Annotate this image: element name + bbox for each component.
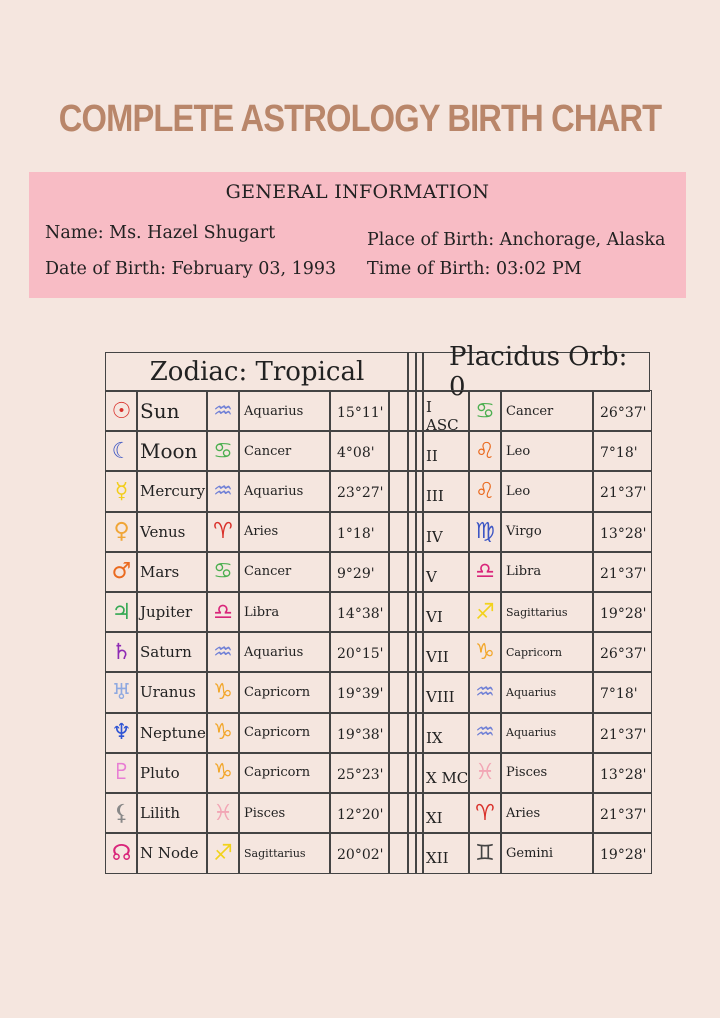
place-of-birth-field: Place of Birth: Anchorage, Alaska [367, 230, 666, 250]
planet-name: Sun [140, 399, 180, 424]
house-number-cell [422, 631, 470, 673]
planet-glyph-icon [105, 551, 138, 593]
planet-name: Lilith [140, 804, 181, 823]
planet-name-cell [136, 832, 208, 874]
planet-name: Uranus [140, 683, 196, 702]
sign-name: Aries [506, 805, 541, 821]
sign-gemini-icon: ♊ [475, 840, 495, 866]
empty-cell [388, 631, 409, 673]
degree-cell [592, 712, 652, 754]
planet-name-cell [136, 511, 208, 553]
degree-value: 20°02' [337, 847, 384, 864]
sign-glyph-cell [206, 430, 240, 472]
degree-value: 13°28' [600, 766, 647, 783]
sign-glyph-cell [468, 430, 502, 472]
sign-name-cell [500, 591, 594, 633]
sign-cancer-icon: ♋ [213, 559, 233, 585]
sign-name-cell [238, 511, 331, 553]
sign-leo-icon: ♌ [475, 438, 495, 464]
sign-name-cell [500, 430, 594, 472]
degree-value: 1°18' [337, 525, 375, 542]
degree-cell [592, 832, 652, 874]
empty-cell [388, 671, 409, 713]
planet-glyph-icon [105, 832, 138, 874]
sign-name-cell [238, 591, 331, 633]
planet-mars-icon: ♂ [111, 559, 132, 585]
degree-value: 26°37' [600, 646, 647, 663]
degree-cell [329, 792, 390, 834]
placidus-header: Placidus Orb: 0 [422, 352, 650, 392]
sign-glyph-cell [206, 390, 240, 432]
birth-chart-table [105, 342, 650, 872]
sign-name-cell [238, 752, 331, 794]
sign-glyph-cell [468, 511, 502, 553]
sign-name-cell [500, 631, 594, 673]
degree-cell [329, 671, 390, 713]
planet-jupiter-icon: ♃ [111, 599, 132, 625]
sign-sagittarius-icon: ♐ [213, 840, 233, 866]
planet-glyph-icon [105, 390, 138, 432]
planet-name: Venus [140, 522, 186, 541]
degree-value: 13°28' [600, 525, 647, 542]
sign-aries-icon: ♈ [213, 519, 233, 545]
degree-value: 12°20' [337, 807, 384, 824]
sign-glyph-cell [468, 792, 502, 834]
house-number-cell [422, 430, 470, 472]
planet-sun-icon: ☉ [111, 398, 132, 424]
sign-glyph-cell [206, 591, 240, 633]
sign-name-cell [238, 792, 331, 834]
sign-name-cell [500, 551, 594, 593]
planet-name: Saturn [140, 643, 192, 662]
sign-name: Aries [244, 524, 279, 540]
sign-pisces-icon: ♓ [475, 760, 495, 786]
empty-cell [388, 752, 409, 794]
page-title: COMPLETE ASTROLOGY BIRTH CHART [58, 98, 662, 140]
planet-name-cell [136, 430, 208, 472]
planet-name: N Node [140, 844, 199, 863]
sign-name: Pisces [244, 805, 286, 821]
sign-name-cell [500, 792, 594, 834]
empty-cell [388, 712, 409, 754]
sign-name: Capricorn [244, 765, 311, 781]
house-number: XII [426, 849, 449, 868]
sign-name-cell [500, 712, 594, 754]
planet-name: Mars [140, 562, 180, 581]
sign-name-cell [238, 551, 331, 593]
sign-capricorn-icon: ♑ [213, 760, 233, 786]
sign-capricorn-icon: ♑ [213, 679, 233, 705]
sign-libra-icon: ♎ [475, 559, 495, 585]
degree-value: 19°38' [337, 726, 384, 743]
degree-value: 14°38' [337, 606, 384, 623]
empty-cell [388, 832, 409, 874]
degree-cell [592, 792, 652, 834]
sign-aquarius-icon: ♒ [213, 639, 233, 665]
sign-name: Leo [506, 443, 531, 459]
sign-glyph-cell [206, 832, 240, 874]
sign-name: Capricorn [244, 725, 311, 741]
degree-cell [592, 511, 652, 553]
planet-name-cell [136, 390, 208, 432]
house-number-cell [422, 390, 470, 435]
sign-name-cell [238, 712, 331, 754]
sign-name: Sagittarius [506, 605, 568, 619]
planet-lilith-icon: ⚸ [113, 800, 130, 826]
degree-value: 19°39' [337, 686, 384, 703]
degree-value: 21°37' [600, 807, 647, 824]
sign-capricorn-icon: ♑ [475, 639, 495, 665]
sign-glyph-cell [206, 712, 240, 754]
empty-cell [388, 390, 409, 432]
house-number-cell [422, 752, 470, 794]
house-number-cell [422, 470, 470, 512]
sign-glyph-cell [468, 752, 502, 794]
degree-value: 7°18' [600, 686, 638, 703]
sign-virgo-icon: ♍ [475, 519, 495, 545]
sign-name-cell [238, 390, 331, 432]
planet-glyph-icon [105, 511, 138, 553]
house-number-cell [422, 832, 470, 874]
sign-aquarius-icon: ♒ [475, 679, 495, 705]
empty-cell [388, 430, 409, 472]
degree-value: 21°37' [600, 565, 647, 582]
planet-name-cell [136, 792, 208, 834]
planet-name: Pluto [140, 763, 180, 782]
house-number: I ASC [426, 398, 459, 435]
degree-cell [592, 631, 652, 673]
sign-name: Virgo [506, 524, 542, 540]
sign-glyph-cell [206, 551, 240, 593]
sign-name-cell [238, 671, 331, 713]
sign-glyph-cell [468, 470, 502, 512]
planet-name-cell [136, 551, 208, 593]
name-field: Name: Ms. Hazel Shugart [45, 223, 276, 243]
sign-leo-icon: ♌ [475, 478, 495, 504]
sign-glyph-cell [206, 792, 240, 834]
empty-cell [388, 511, 409, 553]
planet-mercury-icon: ☿ [114, 478, 129, 504]
sign-glyph-cell [468, 832, 502, 874]
sign-glyph-cell [206, 752, 240, 794]
sign-name: Capricorn [506, 645, 562, 659]
zodiac-header: Zodiac: Tropical [105, 352, 409, 392]
degree-value: 26°37' [600, 405, 647, 422]
sign-glyph-cell [468, 631, 502, 673]
degree-cell [329, 832, 390, 874]
sign-name: Leo [506, 483, 531, 499]
degree-cell [329, 470, 390, 512]
house-number-cell [422, 551, 470, 593]
sign-libra-icon: ♎ [213, 599, 233, 625]
sign-name: Cancer [506, 403, 554, 419]
sign-name: Aquarius [244, 483, 304, 499]
house-number: VII [426, 648, 449, 667]
sign-glyph-cell [468, 551, 502, 593]
general-information-heading: GENERAL INFORMATION [225, 181, 490, 203]
sign-name: Cancer [244, 443, 292, 459]
planet-name: Mercury [140, 482, 206, 501]
planet-name-cell [136, 591, 208, 633]
sign-name-cell [238, 832, 331, 874]
sign-cancer-icon: ♋ [213, 438, 233, 464]
sign-glyph-cell [206, 671, 240, 713]
sign-name-cell [500, 470, 594, 512]
planet-name-cell [136, 470, 208, 512]
sign-name: Libra [506, 564, 542, 580]
house-number-cell [422, 591, 470, 633]
sign-name: Aquarius [506, 726, 557, 740]
sign-cancer-icon: ♋ [475, 398, 495, 424]
degree-value: 7°18' [600, 445, 638, 462]
sign-name-cell [238, 470, 331, 512]
sign-aquarius-icon: ♒ [475, 720, 495, 746]
sign-name: Sagittarius [244, 846, 306, 860]
empty-cell [388, 591, 409, 633]
sign-glyph-cell [468, 712, 502, 754]
planet-name-cell [136, 752, 208, 794]
degree-cell [592, 752, 652, 794]
degree-cell [329, 551, 390, 593]
degree-cell [592, 591, 652, 633]
sign-name-cell [238, 631, 331, 673]
degree-value: 21°37' [600, 485, 647, 502]
degree-value: 20°15' [337, 646, 384, 663]
sign-name-cell [500, 511, 594, 553]
planet-name-cell [136, 631, 208, 673]
planet-glyph-icon [105, 470, 138, 512]
sign-name-cell [500, 752, 594, 794]
planet-name-cell [136, 712, 208, 754]
sign-glyph-cell [206, 511, 240, 553]
degree-cell [329, 631, 390, 673]
sign-name-cell [500, 390, 594, 432]
planet-name: Moon [140, 439, 198, 464]
planet-name: Neptune [140, 723, 206, 742]
planet-name-cell [136, 671, 208, 713]
planet-pluto-icon: ♇ [111, 760, 132, 786]
sign-glyph-cell [468, 671, 502, 713]
house-number: VIII [426, 688, 455, 707]
degree-cell [592, 671, 652, 713]
planet-saturn-icon: ♄ [111, 639, 132, 665]
sign-name: Libra [244, 604, 280, 620]
degree-cell [592, 430, 652, 472]
planet-neptune-icon: ♆ [111, 720, 132, 746]
degree-cell [329, 430, 390, 472]
degree-cell [329, 390, 390, 432]
sign-aries-icon: ♈ [475, 800, 495, 826]
house-number-cell [422, 511, 470, 553]
degree-value: 25°23' [337, 766, 384, 783]
planet-n-node-icon: ☊ [111, 840, 132, 866]
sign-name-cell [238, 430, 331, 472]
sign-capricorn-icon: ♑ [213, 720, 233, 746]
sign-name-cell [500, 671, 594, 713]
general-information-panel [29, 172, 686, 298]
sign-pisces-icon: ♓ [213, 800, 233, 826]
house-number: III [426, 487, 444, 506]
house-number: II [426, 447, 438, 466]
house-number: V [426, 567, 437, 586]
degree-value: 19°28' [600, 847, 647, 864]
degree-value: 9°29' [337, 565, 375, 582]
sign-aquarius-icon: ♒ [213, 398, 233, 424]
empty-cell [388, 792, 409, 834]
degree-value: 19°28' [600, 606, 647, 623]
planet-glyph-icon [105, 792, 138, 834]
degree-value: 23°27' [337, 485, 384, 502]
planet-glyph-icon [105, 430, 138, 472]
time-of-birth-field: Time of Birth: 03:02 PM [367, 259, 582, 279]
sign-name: Aquarius [506, 685, 557, 699]
sign-glyph-cell [468, 591, 502, 633]
degree-cell [592, 390, 652, 432]
degree-cell [592, 551, 652, 593]
house-number-cell [422, 792, 470, 834]
planet-glyph-icon [105, 712, 138, 754]
planet-glyph-icon [105, 591, 138, 633]
planet-uranus-icon: ♅ [111, 679, 132, 705]
sign-glyph-cell [206, 631, 240, 673]
sign-name: Pisces [506, 765, 548, 781]
sign-name: Capricorn [244, 684, 311, 700]
sign-glyph-cell [206, 470, 240, 512]
sign-name: Aquarius [244, 644, 304, 660]
planet-glyph-icon [105, 752, 138, 794]
house-number-cell [422, 671, 470, 713]
degree-value: 4°08' [337, 445, 375, 462]
house-number: IV [426, 527, 443, 546]
sign-aquarius-icon: ♒ [213, 478, 233, 504]
sign-glyph-cell [468, 390, 502, 432]
planet-venus-icon: ♀ [113, 519, 130, 545]
empty-cell [388, 470, 409, 512]
degree-cell [329, 591, 390, 633]
degree-cell [329, 712, 390, 754]
sign-sagittarius-icon: ♐ [475, 599, 495, 625]
date-of-birth-field: Date of Birth: February 03, 1993 [45, 259, 337, 279]
planet-moon-icon: ☾ [111, 438, 132, 464]
degree-cell [329, 752, 390, 794]
sign-name: Gemini [506, 845, 554, 861]
house-number-cell [422, 712, 470, 754]
house-number: VI [426, 608, 443, 627]
house-number: IX [426, 728, 443, 747]
house-number: XI [426, 809, 443, 828]
degree-cell [592, 470, 652, 512]
house-number: X MC [426, 768, 469, 787]
planet-glyph-icon [105, 671, 138, 713]
planet-name: Jupiter [140, 603, 193, 622]
planet-glyph-icon [105, 631, 138, 673]
sign-name: Cancer [244, 564, 292, 580]
sign-name-cell [500, 832, 594, 874]
empty-cell [388, 551, 409, 593]
sign-name: Aquarius [244, 403, 304, 419]
degree-cell [329, 511, 390, 553]
degree-value: 15°11' [337, 405, 384, 422]
degree-value: 21°37' [600, 726, 647, 743]
